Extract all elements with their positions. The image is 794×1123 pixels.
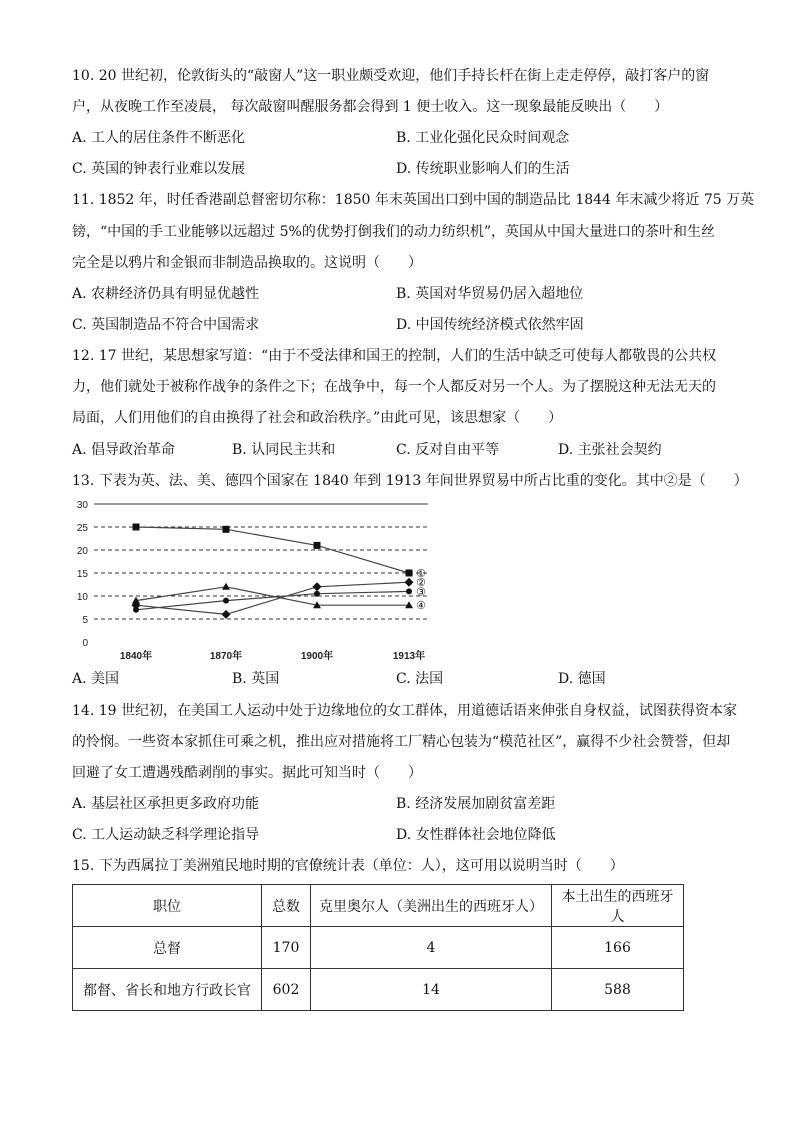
q11-option-c[interactable]: C. 英国制造品不符合中国需求 <box>72 317 260 333</box>
q14-stem-line1: 14. 19 世纪初，在美国工人运动中处于边缘地位的女工群体，用道德话语来伸张自身权益，试图获得资本家 <box>72 703 737 719</box>
x-tick-label: 1870年 <box>209 651 243 662</box>
table-cell: 170 <box>262 927 311 969</box>
table-header-row <box>73 885 684 927</box>
q10-stem-line1: 10. 20 世纪初，伦敦街头的“敲窗人”这一职业颇受欢迎，他们手持长杆在街上走走停停，敲打客户的窗 <box>72 68 710 84</box>
q14-option-b[interactable]: B. 经济发展加剧贫富差距 <box>396 796 556 812</box>
y-tick-label: 30 <box>76 500 88 511</box>
y-tick-label: 5 <box>82 615 88 626</box>
table-row <box>73 927 684 969</box>
official-stats-table <box>72 884 684 1011</box>
q14-stem-line3: 回避了女工遭遇残酷剥削的事实。据此可知当时（ ） <box>72 765 422 781</box>
y-tick-label: 15 <box>76 569 88 580</box>
q10-option-c[interactable]: C. 英国的钟表行业难以发展 <box>72 161 246 177</box>
q12-option-a[interactable]: A. 倡导政治革命 <box>72 442 176 458</box>
q14-option-c[interactable]: C. 工人运动缺乏科学理论指导 <box>72 827 260 843</box>
table-cell: 14 <box>311 969 552 1011</box>
q12-option-c[interactable]: C. 反对自由平等 <box>396 442 500 458</box>
trade-share-line-chart <box>72 496 432 662</box>
q13-stem-line1: 13. 下表为英、法、美、德四个国家在 1840 年到 1913 年间世界贸易中所占比重的变化。其中②是（ ） <box>72 473 748 489</box>
x-tick-label: 1900年 <box>300 651 334 662</box>
data-point <box>406 570 413 577</box>
data-point <box>314 542 321 549</box>
q15-stem-line1: 15. 下为西属拉丁美洲殖民地时期的官僚统计表（单位：人），这可用以说明当时（ ） <box>72 858 624 874</box>
y-tick-label: 10 <box>76 592 88 603</box>
series-label: ③ <box>416 585 426 599</box>
q11-option-d[interactable]: D. 中国传统经济模式依然牢固 <box>396 317 584 333</box>
data-point <box>133 524 140 531</box>
data-point <box>222 583 230 590</box>
data-point <box>223 526 230 533</box>
q11-option-b[interactable]: B. 英国对华贸易仍居入超地位 <box>396 286 584 302</box>
table-cell: 都督、省长和地方行政长官 <box>73 969 262 1011</box>
q10-option-a[interactable]: A. 工人的居住条件不断恶化 <box>72 130 246 146</box>
table-cell: 总督 <box>73 927 262 969</box>
q14-stem-line2: 的怜悯。一些资本家抓住可乘之机，推出应对措施将工厂精心包装为“模范社区”，赢得不少社会赞誉，但却 <box>72 734 731 750</box>
q11-stem-line3: 完全是以鸦片和金银而非制造品换取的。这说明（ ） <box>72 255 422 271</box>
q13-option-a[interactable]: A. 美国 <box>72 671 120 687</box>
q12-option-d[interactable]: D. 主张社会契约 <box>558 442 662 458</box>
q12-stem-line3: 局面，人们用他们的自由换得了社会和政治秩序。”由此可见，该思想家（ ） <box>72 410 563 426</box>
table-header-cell: 克里奥尔人（美洲出生的西班牙人） <box>311 885 552 927</box>
table-cell: 166 <box>552 927 684 969</box>
series-label: ① <box>416 567 426 580</box>
q12-option-b[interactable]: B. 认同民主共和 <box>232 442 336 458</box>
q14-option-d[interactable]: D. 女性群体社会地位降低 <box>396 827 556 843</box>
q12-stem-line2: 力，他们就处于被称作战争的条件之下；在战争中，每一个人都反对另一个人。为了摆脱这种无法无天的 <box>72 379 716 395</box>
q13-option-b[interactable]: B. 英国 <box>232 671 280 687</box>
q11-stem-line1: 11. 1852 年，时任香港副总督密切尔称：1850 年末英国出口到中国的制造品比 1844 年末减少将近 75 万英 <box>72 192 755 208</box>
series-label: ④ <box>416 599 426 613</box>
q14-option-a[interactable]: A. 基层社区承担更多政府功能 <box>72 796 260 812</box>
q10-option-b[interactable]: B. 工业化强化民众时间观念 <box>396 130 570 146</box>
table-row <box>73 969 684 1011</box>
q11-option-a[interactable]: A. 农耕经济仍具有明显优越性 <box>72 286 260 302</box>
data-point <box>223 598 229 604</box>
q13-option-d[interactable]: D. 德国 <box>558 671 606 687</box>
series-line <box>136 582 409 614</box>
q10-stem-line2: 户，从夜晚工作至凌晨， 每次敲窗叫醒服务都会得到 1 便士收入。这一现象最能反映出（ ） <box>72 99 669 115</box>
table-header-cell: 本土出生的西班牙人 <box>552 885 684 927</box>
x-tick-label: 1913年 <box>392 651 426 662</box>
x-tick-label: 1840年 <box>119 651 153 662</box>
data-point <box>222 610 231 619</box>
table-header-cell: 职位 <box>73 885 262 927</box>
table-cell: 602 <box>262 969 311 1011</box>
data-point <box>314 591 320 597</box>
data-point <box>133 607 139 613</box>
q13-option-c[interactable]: C. 法国 <box>396 671 444 687</box>
table-cell: 588 <box>552 969 684 1011</box>
q10-option-d[interactable]: D. 传统职业影响人们的生活 <box>396 161 570 177</box>
q11-stem-line2: 镑，“中国的手工业能够以远超过 5%的优势打倒我们的动力纺织机”，英国从中国大量进口的茶叶和生丝 <box>72 224 715 240</box>
series-label: ② <box>416 576 426 590</box>
data-point <box>406 588 412 594</box>
table-header-cell: 总数 <box>262 885 311 927</box>
q12-stem-line1: 12. 17 世纪，某思想家写道：“由于不受法律和国王的控制，人们的生活中缺乏可使每人都敬畏的公共权 <box>72 348 717 364</box>
data-point <box>313 582 322 591</box>
table-cell: 4 <box>311 927 552 969</box>
y-tick-label: 20 <box>76 546 88 557</box>
y-tick-label: 25 <box>76 523 88 534</box>
data-point <box>405 578 414 587</box>
y-tick-label: 0 <box>82 638 88 649</box>
